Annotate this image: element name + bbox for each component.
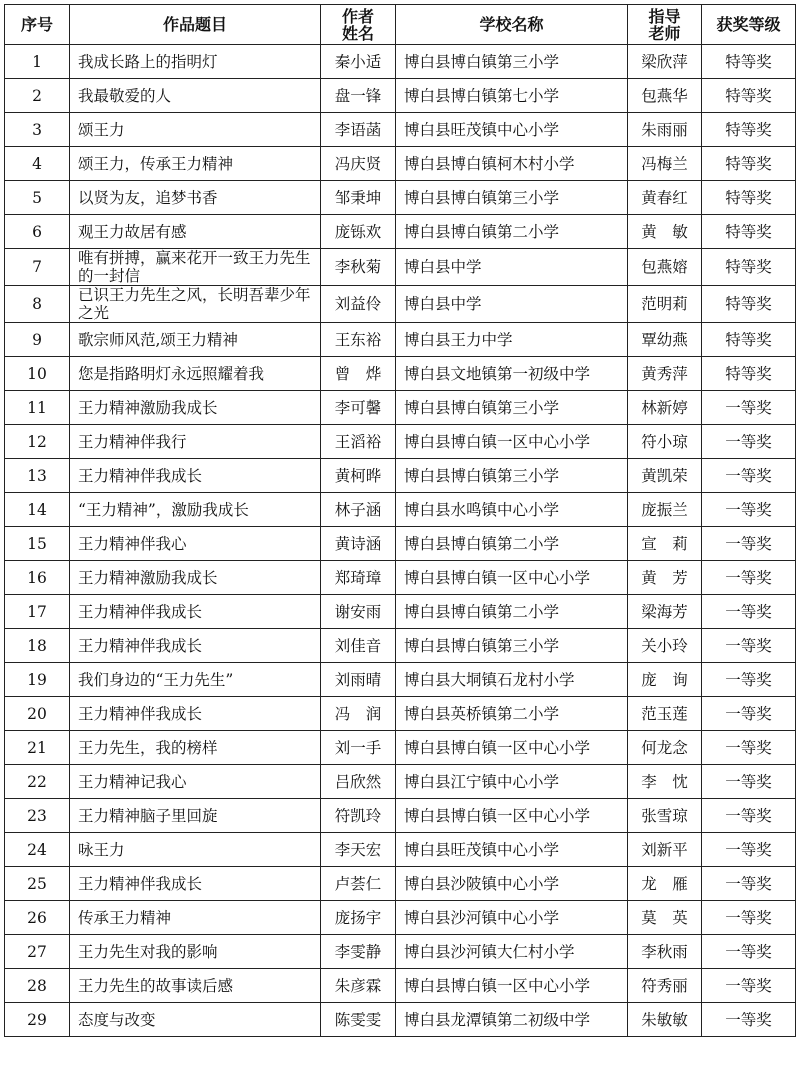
- table-row: [5, 113, 796, 147]
- cell-teacher: 梁欣萍: [628, 45, 702, 79]
- table-row: [5, 215, 796, 249]
- cell-no: 7: [5, 249, 70, 286]
- cell-title: 王力精神脑子里回旋: [70, 799, 321, 833]
- cell-title: 观王力故居有感: [70, 215, 321, 249]
- cell-author: 黄柯晔: [321, 459, 396, 493]
- header-school: 学校名称: [396, 5, 628, 45]
- cell-school: 博白县博白镇第三小学: [396, 45, 628, 79]
- header-row: [5, 5, 796, 45]
- cell-school: 博白县博白镇一区中心小学: [396, 969, 628, 1003]
- table-row: [5, 765, 796, 799]
- cell-school: 博白县博白镇一区中心小学: [396, 731, 628, 765]
- cell-title: 王力精神激励我成长: [70, 391, 321, 425]
- cell-award: 一等奖: [702, 493, 796, 527]
- cell-title: 我成长路上的指明灯: [70, 45, 321, 79]
- cell-no: 10: [5, 357, 70, 391]
- cell-no: 14: [5, 493, 70, 527]
- cell-no: 1: [5, 45, 70, 79]
- cell-teacher: 龙 雁: [628, 867, 702, 901]
- cell-teacher: 黄春红: [628, 181, 702, 215]
- cell-award: 特等奖: [702, 113, 796, 147]
- cell-author: 李雯静: [321, 935, 396, 969]
- cell-author: 冯庆贤: [321, 147, 396, 181]
- cell-school: 博白县沙河镇大仁村小学: [396, 935, 628, 969]
- cell-no: 23: [5, 799, 70, 833]
- cell-author: 黄诗涵: [321, 527, 396, 561]
- cell-no: 5: [5, 181, 70, 215]
- cell-award: 特等奖: [702, 181, 796, 215]
- cell-author: 庞扬宇: [321, 901, 396, 935]
- cell-title: 咏王力: [70, 833, 321, 867]
- cell-school: 博白县旺茂镇中心小学: [396, 833, 628, 867]
- cell-teacher: 包燕华: [628, 79, 702, 113]
- cell-title: 王力先生，我的榜样: [70, 731, 321, 765]
- cell-author: 李语菡: [321, 113, 396, 147]
- table-row: [5, 969, 796, 1003]
- cell-no: 28: [5, 969, 70, 1003]
- cell-title: “王力精神”，激励我成长: [70, 493, 321, 527]
- cell-no: 16: [5, 561, 70, 595]
- table-row: [5, 357, 796, 391]
- cell-no: 20: [5, 697, 70, 731]
- cell-award: 一等奖: [702, 663, 796, 697]
- cell-school: 博白县博白镇柯木村小学: [396, 147, 628, 181]
- cell-no: 21: [5, 731, 70, 765]
- cell-no: 22: [5, 765, 70, 799]
- cell-school: 博白县博白镇第二小学: [396, 595, 628, 629]
- cell-no: 15: [5, 527, 70, 561]
- cell-no: 11: [5, 391, 70, 425]
- header-award: 获奖等级: [702, 5, 796, 45]
- cell-school: 博白县博白镇第二小学: [396, 215, 628, 249]
- cell-author: 刘一手: [321, 731, 396, 765]
- table-row: [5, 629, 796, 663]
- cell-award: 特等奖: [702, 45, 796, 79]
- cell-school: 博白县沙河镇中心小学: [396, 901, 628, 935]
- cell-award: 一等奖: [702, 561, 796, 595]
- cell-school: 博白县文地镇第一初级中学: [396, 357, 628, 391]
- cell-no: 26: [5, 901, 70, 935]
- cell-teacher: 包燕嫆: [628, 249, 702, 286]
- cell-author: 冯 润: [321, 697, 396, 731]
- cell-teacher: 林新婷: [628, 391, 702, 425]
- cell-author: 邹秉坤: [321, 181, 396, 215]
- cell-author: 盘一锋: [321, 79, 396, 113]
- cell-teacher: 符小琼: [628, 425, 702, 459]
- cell-no: 17: [5, 595, 70, 629]
- cell-title: 唯有拼搏，赢来花开一致王力先生的一封信: [70, 249, 321, 286]
- cell-author: 郑琦璋: [321, 561, 396, 595]
- cell-school: 博白县大垌镇石龙村小学: [396, 663, 628, 697]
- cell-teacher: 刘新平: [628, 833, 702, 867]
- table-row: [5, 493, 796, 527]
- cell-title: 王力精神伴我成长: [70, 629, 321, 663]
- table-row: [5, 527, 796, 561]
- cell-teacher: 关小玲: [628, 629, 702, 663]
- cell-award: 一等奖: [702, 731, 796, 765]
- table-row: [5, 595, 796, 629]
- cell-award: 一等奖: [702, 697, 796, 731]
- cell-teacher: 黄 敏: [628, 215, 702, 249]
- cell-teacher: 庞 询: [628, 663, 702, 697]
- cell-title: 王力精神伴我成长: [70, 867, 321, 901]
- cell-title: 王力精神伴我成长: [70, 697, 321, 731]
- cell-author: 王滔裕: [321, 425, 396, 459]
- cell-award: 一等奖: [702, 527, 796, 561]
- cell-award: 一等奖: [702, 765, 796, 799]
- header-author-line1: 作者: [341, 6, 374, 26]
- table-row: [5, 425, 796, 459]
- cell-award: 一等奖: [702, 833, 796, 867]
- cell-title: 王力精神伴我成长: [70, 595, 321, 629]
- cell-award: 特等奖: [702, 357, 796, 391]
- cell-author: 朱彦霖: [321, 969, 396, 1003]
- table-header: [5, 5, 796, 45]
- cell-award: 一等奖: [702, 459, 796, 493]
- table-row: [5, 663, 796, 697]
- cell-teacher: 黄 芳: [628, 561, 702, 595]
- cell-no: 25: [5, 867, 70, 901]
- cell-award: 特等奖: [702, 249, 796, 286]
- table-row: [5, 833, 796, 867]
- header-teacher-line1: 指导: [648, 6, 681, 26]
- cell-award: 特等奖: [702, 286, 796, 323]
- table-row: [5, 935, 796, 969]
- table-row: [5, 867, 796, 901]
- table-row: [5, 323, 796, 357]
- cell-no: 3: [5, 113, 70, 147]
- cell-no: 19: [5, 663, 70, 697]
- cell-author: 卢荟仁: [321, 867, 396, 901]
- cell-no: 27: [5, 935, 70, 969]
- award-table: [4, 4, 796, 1037]
- cell-author: 秦小适: [321, 45, 396, 79]
- cell-title: 王力精神激励我成长: [70, 561, 321, 595]
- cell-school: 博白县博白镇第三小学: [396, 181, 628, 215]
- cell-teacher: 范玉莲: [628, 697, 702, 731]
- cell-school: 博白县博白镇第二小学: [396, 527, 628, 561]
- cell-award: 特等奖: [702, 79, 796, 113]
- header-title: 作品题目: [70, 5, 321, 45]
- cell-author: 刘益伶: [321, 286, 396, 323]
- header-author: [321, 5, 396, 45]
- cell-title: 王力精神伴我成长: [70, 459, 321, 493]
- cell-award: 一等奖: [702, 1003, 796, 1037]
- cell-author: 王东裕: [321, 323, 396, 357]
- cell-teacher: 符秀丽: [628, 969, 702, 1003]
- cell-author: 李秋菊: [321, 249, 396, 286]
- cell-award: 特等奖: [702, 215, 796, 249]
- cell-teacher: 朱雨丽: [628, 113, 702, 147]
- cell-title: 王力先生对我的影响: [70, 935, 321, 969]
- cell-title: 我最敬爱的人: [70, 79, 321, 113]
- cell-title: 态度与改变: [70, 1003, 321, 1037]
- cell-no: 8: [5, 286, 70, 323]
- cell-school: 博白县博白镇第三小学: [396, 459, 628, 493]
- cell-award: 一等奖: [702, 901, 796, 935]
- table-row: [5, 1003, 796, 1037]
- cell-school: 博白县博白镇第七小学: [396, 79, 628, 113]
- cell-no: 6: [5, 215, 70, 249]
- cell-no: 13: [5, 459, 70, 493]
- cell-title: 王力精神伴我心: [70, 527, 321, 561]
- header-teacher-line2: 老师: [648, 23, 681, 43]
- cell-teacher: 范明莉: [628, 286, 702, 323]
- cell-author: 吕欣然: [321, 765, 396, 799]
- cell-school: 博白县博白镇一区中心小学: [396, 799, 628, 833]
- table-row: [5, 799, 796, 833]
- cell-author: 庞铄欢: [321, 215, 396, 249]
- cell-title: 王力精神伴我行: [70, 425, 321, 459]
- cell-no: 29: [5, 1003, 70, 1037]
- cell-award: 一等奖: [702, 799, 796, 833]
- cell-school: 博白县英桥镇第二小学: [396, 697, 628, 731]
- cell-award: 特等奖: [702, 147, 796, 181]
- cell-school: 博白县旺茂镇中心小学: [396, 113, 628, 147]
- cell-school: 博白县博白镇一区中心小学: [396, 425, 628, 459]
- table-row: [5, 459, 796, 493]
- cell-author: 林子涵: [321, 493, 396, 527]
- cell-title: 颂王力: [70, 113, 321, 147]
- table-row: [5, 45, 796, 79]
- table-row: [5, 391, 796, 425]
- cell-teacher: 李秋雨: [628, 935, 702, 969]
- table-row: [5, 249, 796, 286]
- cell-title: 您是指路明灯永远照耀着我: [70, 357, 321, 391]
- cell-author: 刘佳音: [321, 629, 396, 663]
- cell-teacher: 黄秀萍: [628, 357, 702, 391]
- cell-title: 颂王力，传承王力精神: [70, 147, 321, 181]
- cell-school: 博白县江宁镇中心小学: [396, 765, 628, 799]
- cell-school: 博白县中学: [396, 249, 628, 286]
- cell-teacher: 黄凯荣: [628, 459, 702, 493]
- cell-author: 符凯玲: [321, 799, 396, 833]
- cell-title: 我们身边的“王力先生”: [70, 663, 321, 697]
- cell-no: 4: [5, 147, 70, 181]
- cell-title: 以贤为友，追梦书香: [70, 181, 321, 215]
- cell-school: 博白县博白镇一区中心小学: [396, 561, 628, 595]
- cell-teacher: 张雪琼: [628, 799, 702, 833]
- cell-teacher: 梁海芳: [628, 595, 702, 629]
- table-row: [5, 286, 796, 323]
- cell-teacher: 李 忱: [628, 765, 702, 799]
- cell-award: 一等奖: [702, 595, 796, 629]
- cell-title: 已识王力先生之风，长明吾辈少年之光: [70, 286, 321, 323]
- table-row: [5, 79, 796, 113]
- cell-school: 博白县博白镇第三小学: [396, 629, 628, 663]
- table-row: [5, 901, 796, 935]
- cell-author: 曾 烨: [321, 357, 396, 391]
- header-teacher: [628, 5, 702, 45]
- cell-no: 24: [5, 833, 70, 867]
- cell-school: 博白县龙潭镇第二初级中学: [396, 1003, 628, 1037]
- cell-award: 一等奖: [702, 629, 796, 663]
- cell-author: 刘雨晴: [321, 663, 396, 697]
- cell-award: 一等奖: [702, 935, 796, 969]
- cell-teacher: 莫 英: [628, 901, 702, 935]
- cell-school: 博白县中学: [396, 286, 628, 323]
- cell-teacher: 朱敏敏: [628, 1003, 702, 1037]
- cell-author: 李可馨: [321, 391, 396, 425]
- cell-teacher: 冯梅兰: [628, 147, 702, 181]
- cell-award: 特等奖: [702, 323, 796, 357]
- cell-title: 王力精神记我心: [70, 765, 321, 799]
- cell-school: 博白县王力中学: [396, 323, 628, 357]
- cell-title: 传承王力精神: [70, 901, 321, 935]
- cell-award: 一等奖: [702, 969, 796, 1003]
- cell-award: 一等奖: [702, 391, 796, 425]
- cell-title: 王力先生的故事读后感: [70, 969, 321, 1003]
- cell-no: 18: [5, 629, 70, 663]
- cell-no: 12: [5, 425, 70, 459]
- cell-teacher: 何龙念: [628, 731, 702, 765]
- cell-title: 歌宗师风范,颂王力精神: [70, 323, 321, 357]
- cell-school: 博白县博白镇第三小学: [396, 391, 628, 425]
- table-body: [5, 45, 796, 1037]
- cell-school: 博白县沙陂镇中心小学: [396, 867, 628, 901]
- table-row: [5, 697, 796, 731]
- table-row: [5, 181, 796, 215]
- cell-school: 博白县水鸣镇中心小学: [396, 493, 628, 527]
- cell-author: 李天宏: [321, 833, 396, 867]
- cell-teacher: 庞振兰: [628, 493, 702, 527]
- cell-author: 谢安雨: [321, 595, 396, 629]
- header-no: 序号: [5, 5, 70, 45]
- header-author-line2: 姓名: [341, 23, 374, 43]
- cell-teacher: 宣 莉: [628, 527, 702, 561]
- cell-award: 一等奖: [702, 867, 796, 901]
- cell-no: 2: [5, 79, 70, 113]
- cell-author: 陈雯雯: [321, 1003, 396, 1037]
- table-row: [5, 147, 796, 181]
- table-row: [5, 731, 796, 765]
- cell-teacher: 覃幼燕: [628, 323, 702, 357]
- table-row: [5, 561, 796, 595]
- cell-no: 9: [5, 323, 70, 357]
- cell-award: 一等奖: [702, 425, 796, 459]
